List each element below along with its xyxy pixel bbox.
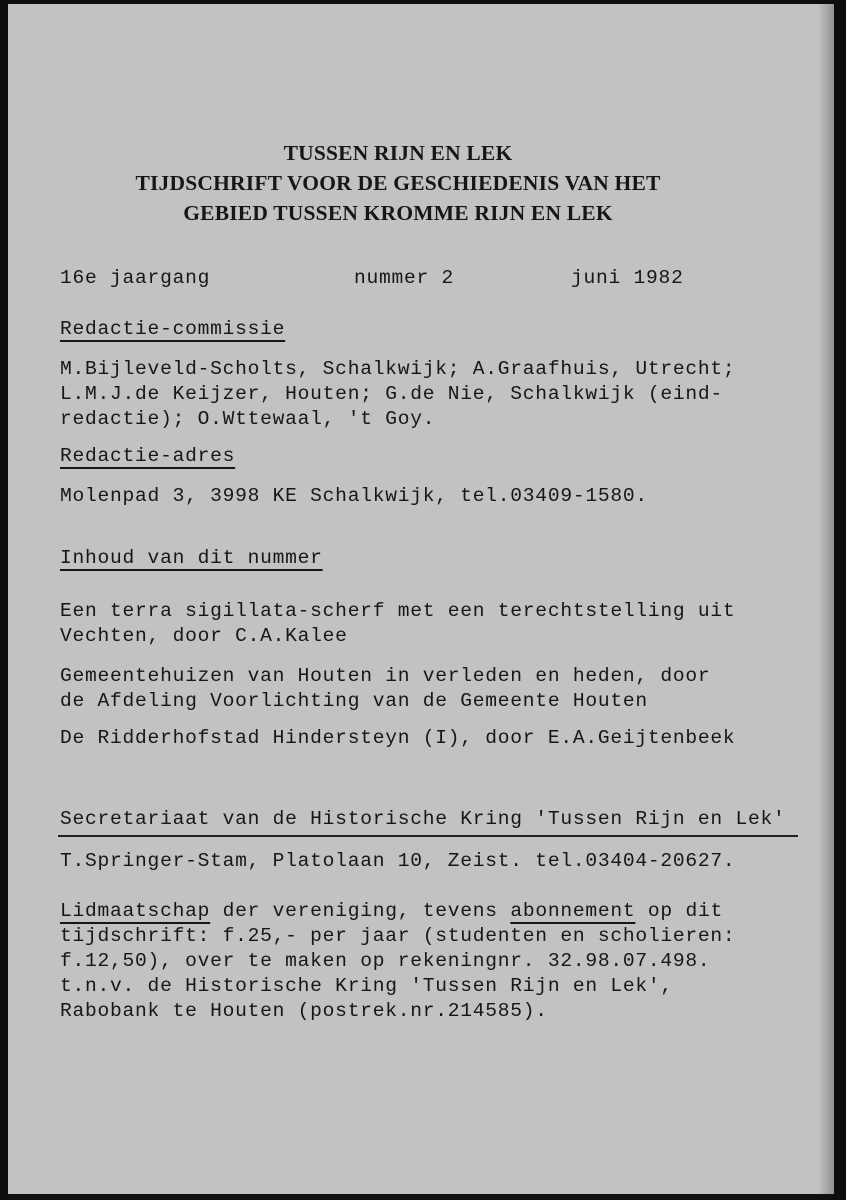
abonnement-keyword: abonnement bbox=[510, 900, 636, 922]
lidmaatschap-text-1: der vereniging, tevens bbox=[210, 900, 511, 922]
lidmaatschap-text-2: op dit bbox=[635, 900, 723, 922]
lidmaatschap-line-2: tijdschrift: f.25,- per jaar (studenten en scholieren: bbox=[60, 925, 736, 947]
inhoud-item-1-line-2: Vechten, door C.A.Kalee bbox=[60, 625, 348, 647]
redactie-commissie-heading: Redactie-commissie bbox=[60, 318, 286, 340]
redactie-line-3: redactie); O.Wttewaal, 't Goy. bbox=[60, 408, 436, 430]
magazine-page bbox=[8, 4, 834, 1194]
issue-number: nummer 2 bbox=[354, 267, 455, 289]
lidmaatschap-keyword: Lidmaatschap bbox=[60, 900, 211, 922]
page-edge-shadow bbox=[818, 4, 834, 1194]
secretariaat-heading: Secretariaat van de Historische Kring 'Tussen Rijn en Lek' bbox=[60, 808, 786, 830]
redactie-line-1: M.Bijleveld-Scholts, Schalkwijk; A.Graafhuis, Utrecht; bbox=[60, 358, 736, 380]
inhoud-item-2-line-1: Gemeentehuizen van Houten in verleden en heden, door bbox=[60, 665, 711, 687]
issue-date: juni 1982 bbox=[571, 267, 684, 289]
lidmaatschap-line-1 bbox=[60, 899, 723, 924]
masthead-subtitle-2: GEBIED TUSSEN KROMME RIJN EN LEK bbox=[183, 201, 613, 225]
inhoud-item-2-line-2: de Afdeling Voorlichting van de Gemeente Houten bbox=[60, 690, 648, 712]
redactie-line-2: L.M.J.de Keijzer, Houten; G.de Nie, Schalkwijk (eind- bbox=[60, 383, 723, 405]
secretariaat-line: T.Springer-Stam, Platolaan 10, Zeist. tel.03404-20627. bbox=[60, 850, 736, 872]
redactie-adres-heading: Redactie-adres bbox=[60, 445, 236, 467]
inhoud-heading: Inhoud van dit nummer bbox=[60, 547, 323, 569]
masthead-title: TUSSEN RIJN EN LEK bbox=[283, 141, 513, 165]
lidmaatschap-line-5: Rabobank te Houten (postrek.nr.214585). bbox=[60, 1000, 548, 1022]
masthead-subtitle-1: TIJDSCHRIFT VOOR DE GESCHIEDENIS VAN HET bbox=[135, 171, 661, 195]
redactie-adres-line: Molenpad 3, 3998 KE Schalkwijk, tel.03409-1580. bbox=[60, 485, 648, 507]
lidmaatschap-line-3: f.12,50), over te maken op rekeningnr. 32.98.07.498. bbox=[60, 950, 711, 972]
masthead bbox=[8, 138, 788, 228]
inhoud-item-3-line-1: De Ridderhofstad Hindersteyn (I), door E.A.Geijtenbeek bbox=[60, 727, 736, 749]
issue-volume: 16e jaargang bbox=[60, 267, 211, 289]
lidmaatschap-line-4: t.n.v. de Historische Kring 'Tussen Rijn en Lek', bbox=[60, 975, 673, 997]
inhoud-item-1-line-1: Een terra sigillata-scherf met een terechtstelling uit bbox=[60, 600, 736, 622]
secretariaat-heading-rule bbox=[58, 835, 798, 837]
